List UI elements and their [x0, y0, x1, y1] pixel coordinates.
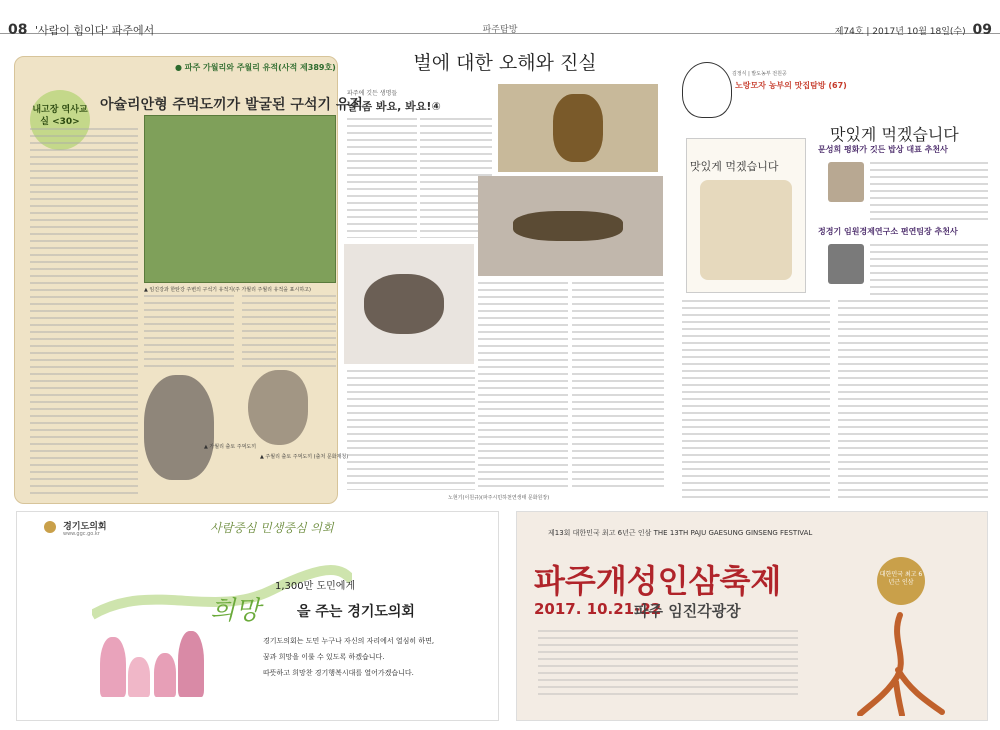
column-heading: 맛있게 먹겠습니다	[830, 125, 959, 144]
hornet-article-title: 벌에 대한 오해와 진실	[413, 52, 597, 74]
heritage-body-col1	[30, 128, 138, 498]
right-page-header	[835, 22, 992, 38]
edition-info: 제74호 | 2017년 10월 18일(수)	[834, 27, 966, 37]
council-message-3: 따뜻하고 희망찬 경기행복시대를 열어가겠습니다.	[263, 669, 414, 677]
section-name: 파주탐방	[482, 25, 518, 35]
council-logo-text: 경기도의회	[63, 522, 107, 532]
ginseng-root-graphic	[850, 610, 950, 716]
column-series-name: 노랑모자 농부의 맛집탐방 (67)	[735, 81, 847, 90]
heritage-series-header: ● 파주 가월리와 주월리 유적(사적 제389호)	[175, 63, 336, 72]
farmer-cartoon-avatar	[682, 62, 732, 118]
family-figure	[154, 653, 176, 697]
hope-word: 희망	[210, 596, 261, 626]
book-cover-title: 맛있게 먹겠습니다	[690, 160, 779, 173]
heritage-body-col2	[144, 295, 234, 370]
hornet-body-col4	[572, 282, 664, 492]
right-page-number: 09	[972, 22, 992, 38]
column-body-col2	[838, 300, 988, 500]
council-url: www.ggc.go.kr	[63, 531, 100, 537]
family-figure	[178, 631, 204, 697]
hornet-photo-1	[498, 84, 658, 172]
hornet-subtitle: 날 좀 봐요, 봐요!④	[347, 100, 441, 113]
book-cover-art	[700, 180, 792, 280]
heritage-map	[144, 115, 336, 283]
festival-date: 2017. 10.21-22	[534, 600, 662, 618]
family-illustration	[96, 615, 206, 697]
hand-axe-photo-1	[144, 375, 214, 480]
recommender-photo-2	[828, 244, 864, 284]
hornet-credit: 노현기(이원규)(파주시민하천연생태 문화원장)	[448, 495, 550, 501]
heritage-map-caption: ▲ 임진강과 한탄강 주변의 구석기 유적지(주 가월리 주월리 유적을 표시하고)	[144, 287, 311, 293]
recommendation-body-1	[870, 162, 988, 222]
page-header	[0, 0, 1000, 38]
hornet-body-col1	[347, 118, 417, 238]
hornet-photo-3	[478, 176, 663, 276]
column-body-col1	[682, 300, 830, 500]
council-emblem-icon	[44, 521, 56, 533]
hornet-body-col3	[478, 282, 568, 492]
column-author: 김정식 | 발도농부 전원공	[732, 71, 787, 77]
recommendation-title-1: 문성희 평화가 깃든 밥상 대표 추천사	[818, 145, 948, 154]
hand-axe-caption-2: ▲ 주월리 출토 주먹도끼 (출처 문화재청)	[260, 454, 349, 460]
left-page-number: 08	[8, 22, 28, 38]
council-message-1: 경기도의회는 도민 누구나 자신의 자리에서 열심히 하면,	[263, 637, 435, 645]
festival-seal: 대한민국 최고 6년근 인삼	[877, 557, 925, 605]
left-slogan: '사람이 힘이다' 파주에서	[34, 24, 155, 37]
hand-axe-caption-1: ▲ 가월리 출토 주먹도끼	[204, 444, 257, 450]
hornet-kicker: 파주에 깃든 생명들	[347, 90, 398, 97]
council-slogan: 사람중심 민생중심 의회	[210, 521, 334, 535]
recommendation-title-2: 정경기 임원경제연구소 편연팀장 추천사	[818, 227, 958, 236]
festival-title: 파주개성인삼축제	[534, 562, 782, 600]
history-class-badge: 내고장 역사교실 <30>	[30, 90, 90, 150]
family-figure	[128, 657, 150, 697]
festival-venue: 파주 임진각광장	[634, 602, 741, 620]
festival-info-block	[538, 630, 798, 700]
council-message-2: 꿈과 희망을 이룰 수 있도록 하겠습니다.	[263, 653, 385, 661]
family-figure	[100, 637, 126, 697]
hope-tail: 을 주는 경기도의회	[297, 604, 415, 620]
hand-axe-photo-2	[248, 370, 308, 445]
heritage-body-col3	[242, 295, 336, 370]
hornet-body-col5	[347, 370, 475, 490]
recommender-photo-1	[828, 162, 864, 202]
recommendation-body-2	[870, 244, 988, 299]
hornet-photo-2	[344, 244, 474, 364]
heritage-title: 아슐리안형 주먹도끼가 발굴된 구석기 유적	[100, 97, 363, 113]
hope-subline: 1,300만 도민에게	[275, 581, 356, 592]
festival-top-line: 제13회 대한민국 최고 6년근 인삼 THE 13TH PAJU GAESUNG GINSENG FESTIVAL	[548, 529, 813, 537]
